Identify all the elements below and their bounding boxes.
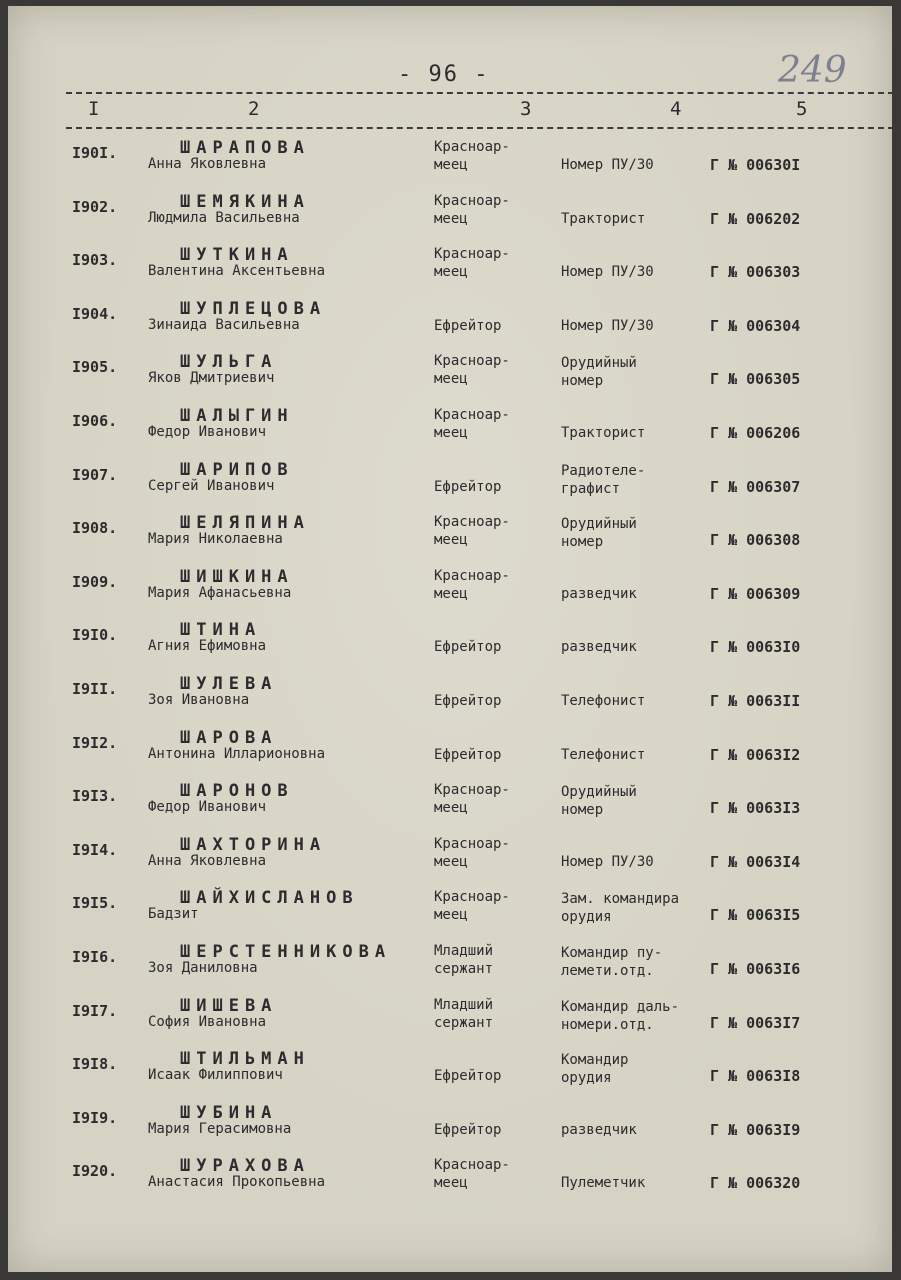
rank: Ефрейтор	[434, 1068, 502, 1085]
position: Командир орудия	[561, 1052, 629, 1087]
position: Тракторист	[561, 210, 646, 227]
row-number: I906.	[72, 412, 118, 430]
surname: ШИШКИНА	[180, 566, 294, 587]
given-names: Зоя Даниловна	[148, 960, 258, 976]
position: Номер ПУ/30	[561, 264, 654, 281]
given-names: Сергей Иванович	[148, 477, 275, 494]
position: разведчик	[561, 585, 637, 602]
given-names: Зинаида Васильевна	[148, 316, 300, 333]
surname: ШУЛЕВА	[180, 674, 278, 694]
position: Тракторист	[561, 425, 646, 441]
given-names: Анна Яковлевна	[148, 156, 267, 172]
position: Орудийный номер	[561, 784, 637, 819]
surname: ШЕМЯКИНА	[180, 191, 310, 212]
certificate-number: Г № 006309	[710, 584, 801, 603]
surname: ШУТКИНА	[180, 245, 294, 266]
position: Орудийный номер	[561, 355, 637, 390]
surname: ШАРОВА	[180, 727, 278, 748]
rank: Красноар- меец	[434, 246, 510, 281]
certificate-number: Г № 006202	[710, 209, 801, 228]
rank: Красноар- меец	[434, 889, 510, 924]
certificate-number: Г № 0063I5	[710, 906, 801, 925]
page-number: - 96 -	[398, 62, 490, 87]
rank: Ефрейтор	[434, 1121, 502, 1138]
row-number: I9I5.	[72, 894, 118, 913]
column-header-2: 2	[248, 98, 260, 120]
position: Номер ПУ/30	[561, 853, 654, 870]
rank: Красноар- меец	[434, 139, 510, 173]
certificate-number: Г № 006304	[710, 316, 801, 335]
rank: Ефрейтор	[434, 639, 502, 656]
certificate-number: Г № 00630I	[710, 156, 801, 174]
certificate-number: Г № 0063I3	[710, 799, 801, 818]
rank: Ефрейтор	[434, 693, 502, 709]
certificate-number: Г № 0063II	[710, 692, 801, 710]
row-number: I902.	[72, 197, 118, 216]
rank: Красноар- меец	[434, 192, 510, 227]
surname: ШАЙХИСЛАНОВ	[180, 888, 359, 909]
surname: ШТИЛЬМАН	[180, 1049, 310, 1070]
position: Радиотеле- графист	[561, 462, 646, 497]
surname: ШТИНА	[180, 620, 262, 641]
surname: ШЕРСТЕННИКОВА	[180, 942, 392, 962]
certificate-number: Г № 0063I7	[710, 1013, 801, 1032]
row-number: I903.	[72, 251, 118, 270]
position: Телефонист	[561, 693, 646, 709]
given-names: Яков Дмитриевич	[148, 370, 275, 387]
row-number: I9I2.	[72, 733, 118, 752]
surname: ШУПЛЕЦОВА	[180, 298, 327, 319]
rank: Красноар- меец	[434, 782, 510, 817]
given-names: Агния Ефимовна	[148, 638, 267, 655]
given-names: Анна Яковлевна	[148, 852, 267, 869]
position: разведчик	[561, 1121, 637, 1138]
certificate-number: Г № 006307	[710, 477, 801, 496]
given-names: Валентина Аксентьевна	[148, 263, 326, 280]
row-number: I9I0.	[72, 626, 118, 645]
given-names: Федор Иванович	[148, 799, 267, 816]
surname: ШУЛЬГА	[180, 352, 278, 373]
certificate-number: Г № 0063I2	[710, 745, 801, 764]
row-number: I904.	[72, 304, 118, 323]
certificate-number: Г № 006305	[710, 370, 801, 389]
surname: ШАХТОРИНА	[180, 834, 327, 855]
row-number: I90I.	[72, 144, 118, 162]
certificate-number: Г № 0063I6	[710, 960, 801, 978]
header-rule-top	[66, 92, 894, 94]
certificate-number: Г № 0063I4	[710, 852, 801, 871]
row-number: I9II.	[72, 680, 118, 698]
given-names: Бадзит	[148, 906, 199, 923]
column-header-5: 5	[796, 98, 808, 120]
given-names: Людмила Васильевна	[148, 209, 300, 226]
rank: Красноар- меец	[434, 1157, 510, 1192]
surname: ШАРИПОВ	[180, 459, 294, 480]
row-number: I9I8.	[72, 1055, 118, 1074]
header-rule-bottom	[66, 127, 894, 129]
row-number: I907.	[72, 465, 118, 484]
row-number: I909.	[72, 572, 118, 591]
given-names: Федор Иванович	[148, 424, 267, 440]
row-number: I9I6.	[72, 948, 118, 966]
given-names: София Ивановна	[148, 1013, 267, 1030]
row-number: I9I3.	[72, 787, 118, 806]
rank: Ефрейтор	[434, 478, 502, 495]
surname: ШУБИНА	[180, 1102, 278, 1123]
rank: Красноар- меец	[434, 514, 510, 549]
surname: ШЕЛЯПИНА	[180, 513, 310, 534]
document-page	[8, 6, 892, 1272]
column-header-1: I	[88, 98, 100, 120]
rank: Младший сержант	[434, 943, 494, 977]
position: Телефонист	[561, 746, 646, 763]
row-number: I908.	[72, 519, 118, 538]
surname: ШИШЕВА	[180, 995, 278, 1016]
rank: Ефрейтор	[434, 746, 502, 763]
column-header-3: 3	[520, 98, 532, 120]
position: Командир пу- лемети.отд.	[561, 945, 663, 979]
rank: Младший сержант	[434, 996, 494, 1031]
given-names: Мария Герасимовна	[148, 1120, 292, 1137]
given-names: Антонина Илларионовна	[148, 745, 326, 762]
rank: Красноар- меец	[434, 353, 510, 388]
rank: Красноар- меец	[434, 835, 510, 870]
rank: Ефрейтор	[434, 317, 502, 334]
certificate-number: Г № 0063I0	[710, 638, 801, 657]
position: Номер ПУ/30	[561, 317, 654, 334]
row-number: I920.	[72, 1162, 118, 1181]
certificate-number: Г № 006206	[710, 424, 801, 442]
certificate-number: Г № 006308	[710, 531, 801, 550]
surname: ШАРАПОВА	[180, 138, 310, 158]
certificate-number: Г № 006303	[710, 263, 801, 282]
given-names: Мария Афанасьевна	[148, 584, 292, 601]
surname: ШАРОНОВ	[180, 781, 294, 802]
row-number: I9I4.	[72, 840, 118, 859]
position: разведчик	[561, 639, 637, 656]
row-number: I9I7.	[72, 1001, 118, 1020]
position: Командир даль- номери.отд.	[561, 998, 680, 1033]
given-names: Анастасия Прокопьевна	[148, 1174, 326, 1191]
row-number: I9I9.	[72, 1108, 118, 1127]
archive-number: 249	[778, 50, 847, 91]
rank: Красноар- меец	[434, 567, 510, 602]
surname: ШАЛЫГИН	[180, 406, 294, 426]
certificate-number: Г № 0063I9	[710, 1120, 801, 1139]
given-names: Зоя Ивановна	[148, 692, 250, 708]
surname: ШУРАХОВА	[180, 1156, 310, 1177]
position: Пулеметчик	[561, 1175, 646, 1192]
rank: Красноар- меец	[434, 407, 510, 441]
position: Орудийный номер	[561, 516, 637, 551]
column-header-4: 4	[670, 98, 682, 120]
row-number: I905.	[72, 358, 118, 377]
given-names: Мария Николаевна	[148, 531, 283, 548]
certificate-number: Г № 0063I8	[710, 1067, 801, 1086]
given-names: Исаак Филиппович	[148, 1067, 283, 1084]
certificate-number: Г № 006320	[710, 1174, 801, 1193]
position: Зам. командира орудия	[561, 891, 680, 926]
position: Номер ПУ/30	[561, 157, 654, 173]
